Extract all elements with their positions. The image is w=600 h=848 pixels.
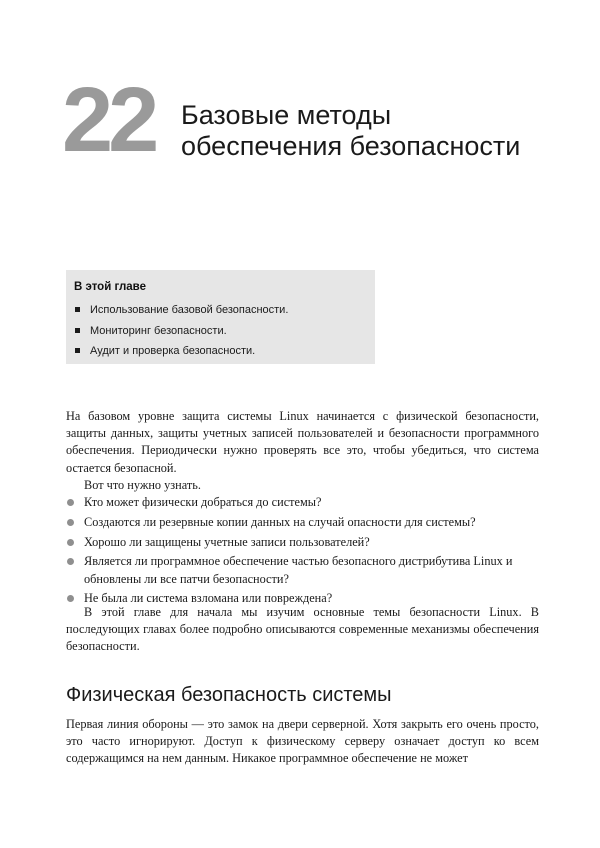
question-item [66,553,539,587]
question-text: Является ли программное обеспечение частью безопасного дистрибутива Linux и обновлены ли все патчи безопасности? [84,554,513,586]
questions-list [66,494,539,610]
in-this-chapter-item [74,303,367,317]
question-text: Не была ли система взломана или повреждена? [84,591,333,606]
chapter-title-line-1: Базовые методы [181,100,392,130]
in-this-chapter-title: В этой главе [74,281,146,293]
round-bullet-icon [67,595,74,602]
in-this-chapter-item [74,324,367,338]
round-bullet-icon [67,558,74,565]
section-paragraph: Первая линия обороны — это замок на двери серверной. Хотя закрыть его очень просто, это часто игнорируют. Доступ к физическому серверу означает доступ ко всем содержащимся на нем данным. Никакое программное обеспечение не может [66,717,539,766]
intro-text [66,408,539,494]
chapter-number: 22 [62,69,155,171]
square-bullet-icon [75,307,80,312]
round-bullet-icon [67,519,74,526]
intro-paragraph: На базовом уровне защита системы Linux начинается с физической безопасности, защиты данных, защиты учетных записей пользователей и безопасности программного обеспечения. Периодически нужно проверять все это, чтобы убедиться, что система остается безопасной. [66,409,539,475]
round-bullet-icon [67,539,74,546]
section-text [66,716,539,768]
in-this-chapter-box [66,270,375,364]
after-questions-paragraph: В этой главе для начала мы изучим основные темы безопасности Linux. В последующих главах более подробно описываются современные механизмы обеспечения безопасности. [66,605,539,654]
chapter-title-line-2: обеспечения безопасности [181,131,521,161]
square-bullet-icon [75,348,80,353]
question-text: Создаются ли резервные копии данных на случай опасности для системы? [84,514,476,529]
in-this-chapter-item-text: Аудит и проверка безопасности. [90,345,256,357]
chapter-title [181,100,520,162]
section-heading: Физическая безопасность системы [66,684,392,706]
question-item [66,494,539,511]
in-this-chapter-item-text: Мониторинг безопасности. [90,324,227,337]
in-this-chapter-list [74,303,367,358]
question-text: Кто может физически добраться до системы? [84,495,322,509]
question-item [66,534,539,551]
after-questions-text [66,604,539,656]
square-bullet-icon [75,328,80,333]
intro-lead-in: Вот что нужно узнать. [84,477,201,492]
in-this-chapter-item-text: Использование базовой безопасности. [90,304,289,316]
question-text: Хорошо ли защищены учетные записи пользователей? [84,534,370,549]
in-this-chapter-item [74,344,367,358]
round-bullet-icon [67,499,74,506]
question-item [66,514,539,531]
